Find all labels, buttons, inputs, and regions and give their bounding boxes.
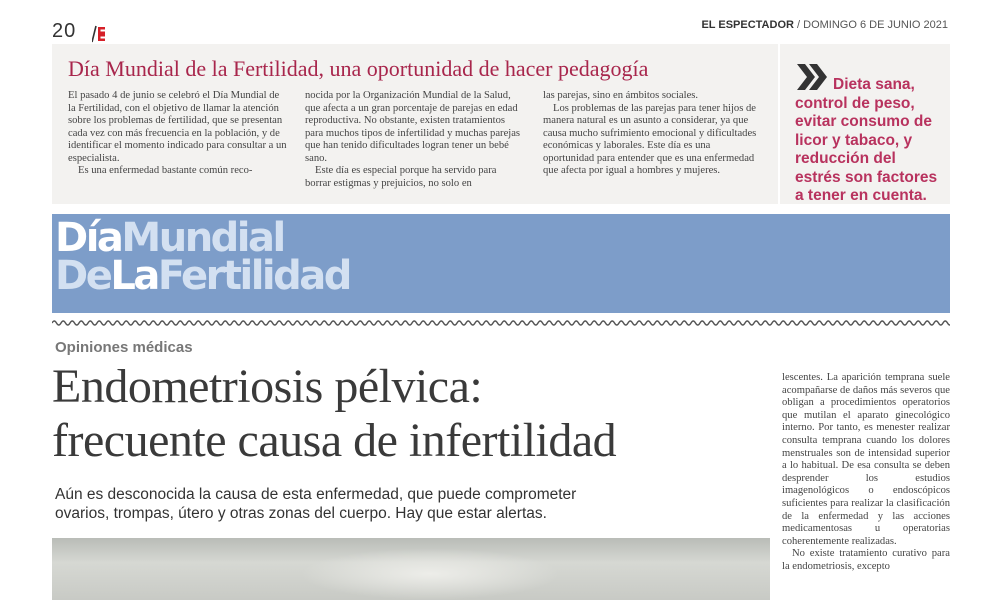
banner-title-line-1 [55, 215, 284, 261]
intro-column-3 [543, 90, 763, 178]
masthead: EL ESPECTADOR / DOMINGO 6 DE JUNIO 2021 [701, 19, 948, 31]
photo-highlight [300, 548, 560, 600]
headline-line: Endometriosis pélvica: [52, 360, 483, 413]
banner-word: De [55, 253, 111, 299]
issue-date: DOMINGO 6 DE JUNIO 2021 [803, 19, 948, 31]
intro-column-1 [68, 90, 288, 178]
banner-word: Fertilidad [157, 253, 350, 299]
banner-word: Mundial [121, 215, 284, 261]
section-kicker: Opiniones médicas [55, 339, 193, 356]
article-deck: Aún es desconocida la causa de esta enfermedad, que puede comprometer ovarios, trompas, útero y otras zonas del cuerpo. Hay que estar alertas. [55, 486, 577, 522]
newspaper-logo-icon [92, 25, 106, 43]
paragraph: El pasado 4 de junio se celebró el Día Mundial de la Fertilidad, con el objetivo de llamar la atención sobre los problemas de fertilidad, que se presentan cada vez con más frecuencia en la población, y de identificar el momento indicado para consultar a un especialista. [68, 90, 287, 164]
intro-column-2 [305, 90, 525, 190]
headline [52, 360, 772, 468]
paragraph: Este día es especial porque ha servido para borrar estigmas y prejuicios, no solo en [305, 165, 497, 189]
article-right-column [782, 372, 950, 574]
paragraph: lescentes. La aparición temprana suele acompañarse de daños más severos que obligan a procedimientos operatorios que mutilan el aparato ginecológico interno. Por tanto, es menester realizar consulta temprana cuando los dolores menstruales son de intensidad superior a lo habitual. De esa consulta se deben desprender los estudios imagenológicos o endoscópicos suficientes para realizar la clasificación de la enfermedad y las acciones medicamentosas u operatorias coherentemente realizadas. [782, 372, 950, 547]
headline-line: frecuente causa de infertilidad [52, 414, 617, 467]
banner-title-line-2 [55, 253, 350, 299]
paragraph: las parejas, sino en ámbitos sociales. [543, 90, 699, 101]
pull-quote: Dieta sana, control de peso, evitar consumo de licor y tabaco, y reducción del estrés son factores a tener en cuenta. [795, 76, 938, 204]
intro-title: Día Mundial de la Fertilidad, una oportunidad de hacer pedagogía [68, 56, 649, 81]
newspaper-name: EL ESPECTADOR [701, 19, 794, 31]
paragraph: Los problemas de las parejas para tener hijos de manera natural es un asunto a considerar, ya que causa mucho sufrimiento emocional y dificultades económicas y laborales. Este día es una oportunidad para entender que es una enfermedad que afecta por igual a hombres y mujeres. [543, 102, 757, 176]
banner-word: La [110, 253, 158, 299]
paragraph: No existe tratamiento curativo para la endometriosis, excepto [782, 548, 950, 572]
banner-word: Día [55, 215, 122, 261]
page-number: 20 [52, 20, 77, 42]
paragraph: Es una enfermedad bastante común reco- [78, 165, 253, 176]
paragraph: nocida por la Organización Mundial de la Salud, que afecta a un gran porcentaje de parejas en edad reproductiva. No obstante, existen tratamientos para muchos tipos de infertilidad y muchas parejas que han tenido dificultades logran tener un bebé sano. [305, 90, 521, 164]
wave-divider [52, 316, 950, 330]
